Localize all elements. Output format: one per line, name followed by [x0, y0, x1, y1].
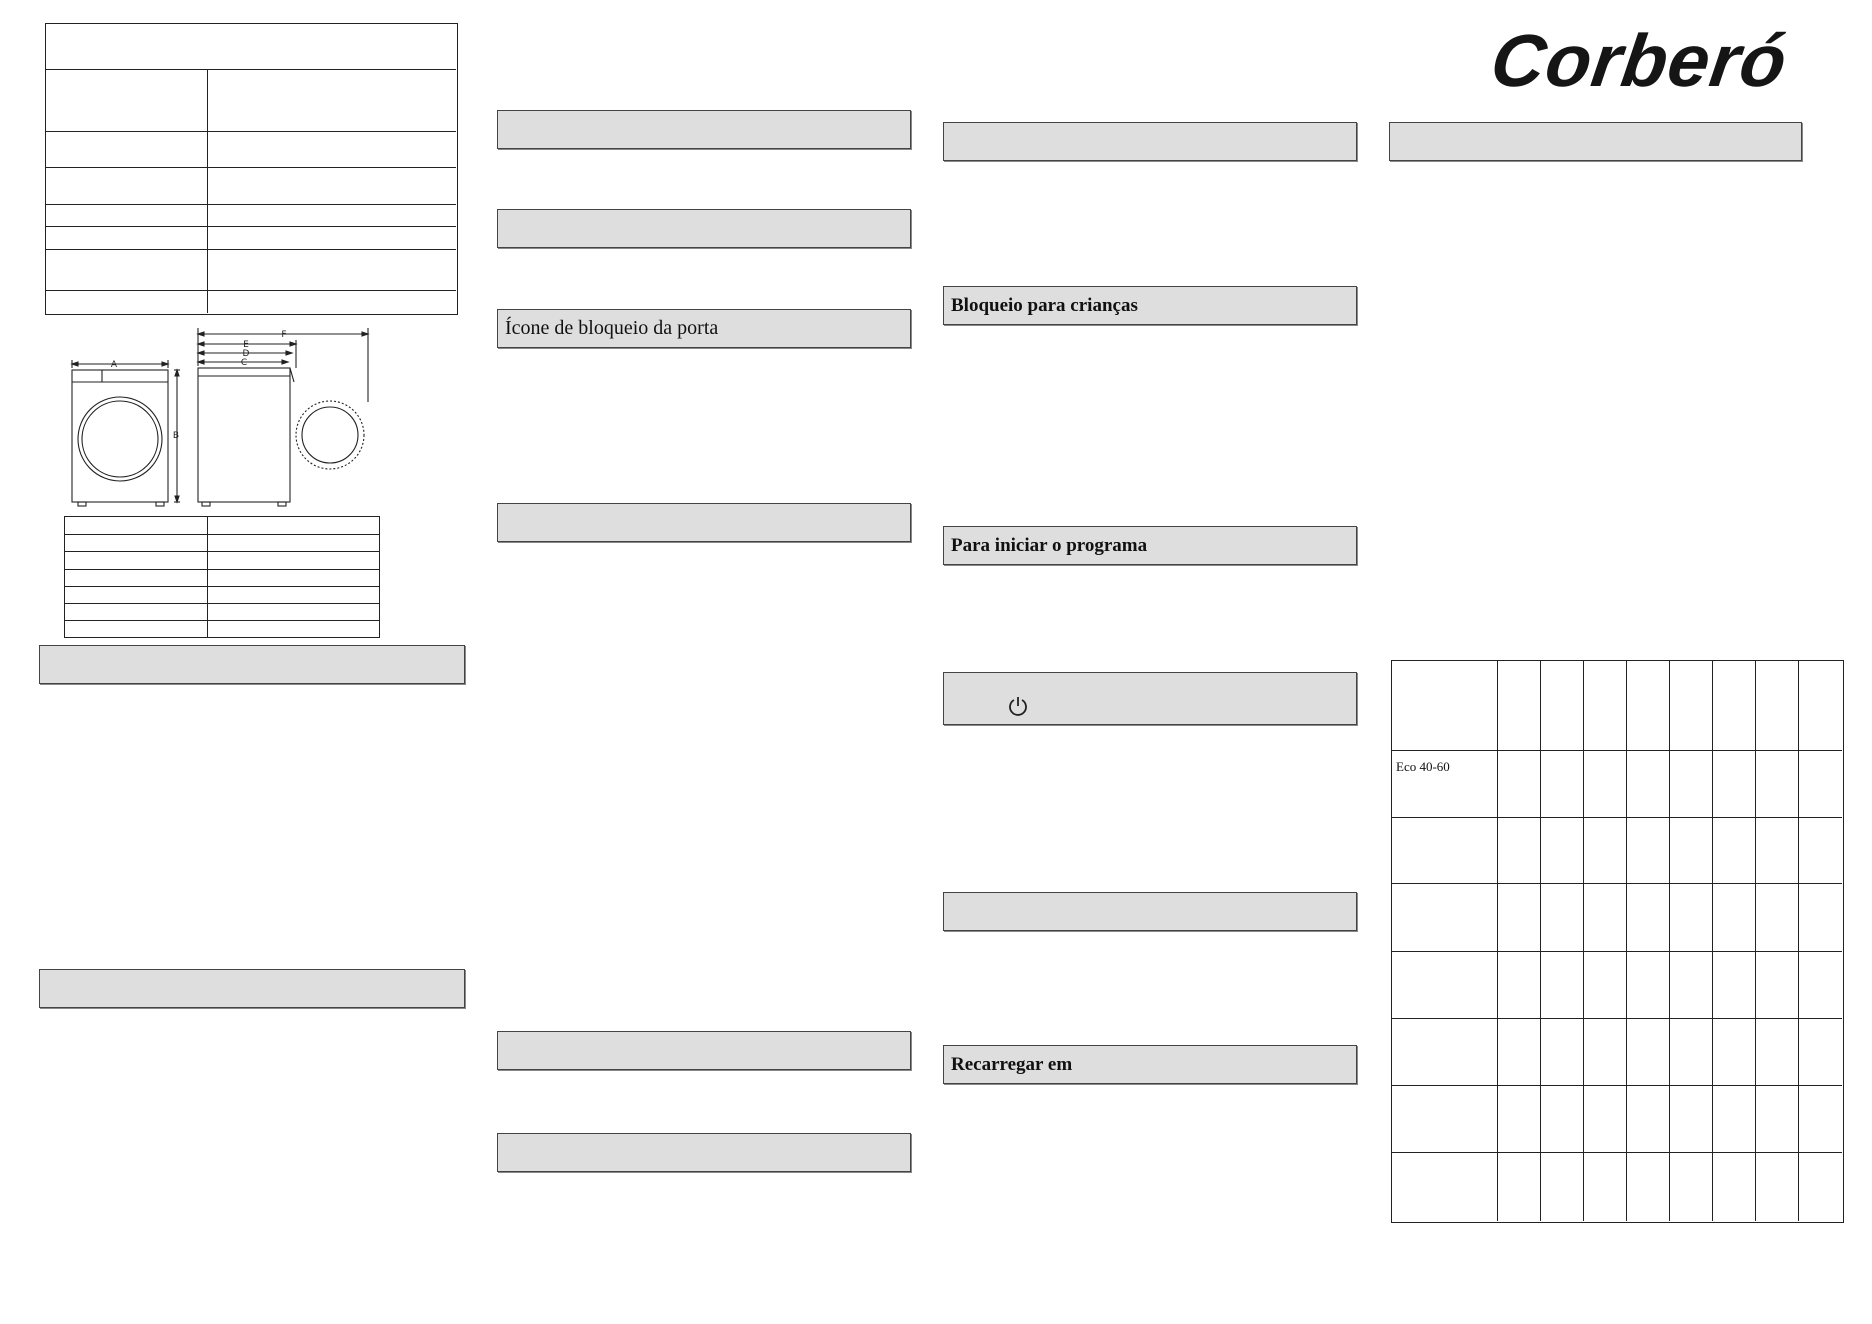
section-door-lock-icon-title: Ícone de bloqueio da porta: [505, 317, 719, 339]
dimension-row-line: [65, 620, 379, 621]
section-bar-col2-4: [497, 503, 911, 542]
section-door-lock-icon: [497, 309, 911, 348]
dimension-row-line: [65, 569, 379, 570]
program-table-col: [1712, 661, 1713, 1221]
section-bar-col2-5: [497, 1031, 911, 1070]
program-table-row: [1392, 817, 1842, 818]
section-bar-col3-5: [943, 892, 1357, 931]
program-table-row: [1392, 1152, 1842, 1153]
section-child-lock: [943, 286, 1357, 325]
section-start-program-title: Para iniciar o programa: [951, 534, 1148, 556]
spec-row-line: [46, 204, 456, 205]
section-reload-in: [943, 1045, 1357, 1084]
spec-table: [45, 23, 458, 315]
program-table-col: [1798, 661, 1799, 1221]
section-power: [943, 672, 1357, 725]
program-table-row: [1392, 1085, 1842, 1086]
program-table-col: [1755, 661, 1756, 1221]
section-bar-col3-1: [943, 122, 1357, 161]
dimension-diagram: [62, 322, 382, 512]
program-table-col: [1669, 661, 1670, 1221]
program-eco-40-60: Eco 40-60: [1396, 759, 1450, 774]
section-reload-in-title: Recarregar em: [951, 1053, 1073, 1075]
section-child-lock-title: Bloqueio para crianças: [951, 294, 1138, 316]
section-bar-col1-1: [39, 645, 465, 684]
dimension-row-line: [65, 586, 379, 587]
program-table-row: [1392, 951, 1842, 952]
dim-label-b: B: [172, 431, 180, 441]
spec-table-divider: [207, 70, 208, 313]
power-icon: [1007, 695, 1029, 717]
dimension-row-line: [65, 534, 379, 535]
program-table-col: [1540, 661, 1541, 1221]
spec-row-line: [46, 249, 456, 250]
program-table: [1391, 660, 1844, 1223]
program-table-col: [1583, 661, 1584, 1221]
dimension-row-line: [65, 603, 379, 604]
program-table-row: [1392, 750, 1842, 751]
dim-label-a: A: [110, 360, 118, 370]
dimension-row-line: [65, 551, 379, 552]
section-bar-col2-6: [497, 1133, 911, 1172]
section-bar-col1-2: [39, 969, 465, 1008]
dim-label-e: E: [243, 340, 249, 350]
program-table-row: [1392, 1018, 1842, 1019]
section-bar-col2-2: [497, 209, 911, 248]
spec-table-header: [46, 24, 456, 70]
section-start-program: [943, 526, 1357, 565]
dim-label-d: D: [242, 349, 250, 359]
program-table-row: [1392, 883, 1842, 884]
section-bar-col2-1: [497, 110, 911, 149]
section-bar-col4-1: [1389, 122, 1802, 161]
brand-logo: Corberó: [1486, 19, 1793, 102]
spec-row-line: [46, 167, 456, 168]
spec-row-line: [46, 131, 456, 132]
dimension-table: [64, 516, 380, 638]
program-table-col: [1497, 661, 1498, 1221]
dim-label-c: C: [240, 358, 248, 368]
dim-label-f: F: [281, 330, 287, 340]
program-table-col: [1626, 661, 1627, 1221]
spec-row-line: [46, 226, 456, 227]
spec-row-line: [46, 290, 456, 291]
